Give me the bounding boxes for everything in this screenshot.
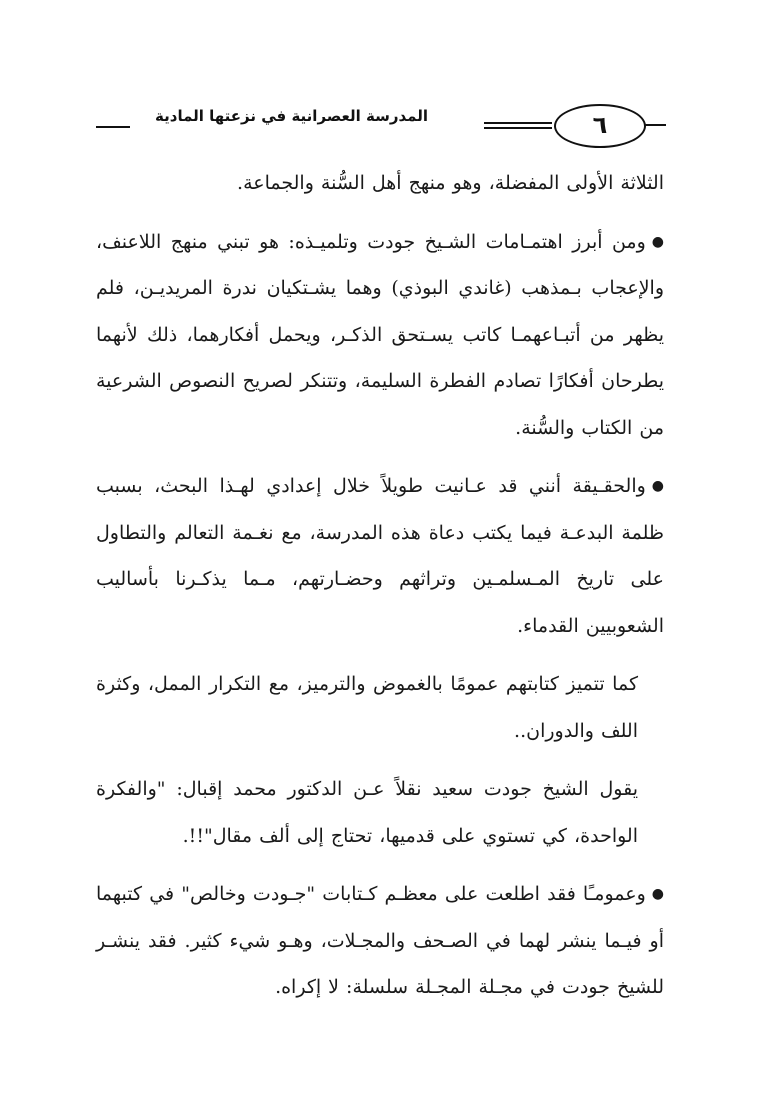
bullet-icon: ● bbox=[651, 478, 664, 494]
header-rule-upper bbox=[484, 122, 552, 124]
paragraph-2 bbox=[96, 219, 664, 452]
paragraph-2-text: ومن أبرز اهتمـامات الشـيخ جودت وتلميـذه: هو تبني منهج اللاعنف، والإعجاب بـمذهب (غاندي البوذي) وهما يشـتكيان ندرة المريديـن، فلم يظهر من أتبـاعهمـا كاتب يسـتحق الذكـر، ويحمل أفكارهما، ذلك لأنهما يطرحان أفكارًا تصادم الفطرة السليمة، وتتنكر لصريح النصوص الشرعية من الكتاب والسُّنة. bbox=[96, 230, 664, 439]
header-rule-lower bbox=[484, 127, 552, 129]
paragraph-6-text: وعمومـًا فقد اطلعت على معظـم كـتابات "جـودت وخالص" في كتبهما أو فيـما ينشر لهما في الصـحف والمجـلات، وهـو شيء كثير. فقد ينشـر للشيخ جودت في مجـلة المجـلة سلسلة: لا إكراه. bbox=[96, 883, 664, 998]
body-text bbox=[96, 160, 664, 1011]
bullet-icon: ● bbox=[651, 886, 664, 902]
page-number: ٦ bbox=[592, 111, 608, 139]
paragraph-6 bbox=[96, 871, 664, 1011]
paragraph-3 bbox=[96, 463, 664, 649]
bullet-icon: ● bbox=[651, 233, 664, 250]
paragraph-1 bbox=[96, 160, 664, 207]
paragraph-5-text: يقول الشيخ جودت سعيد نقلاً عـن الدكتور محمد إقبال: "والفكرة الواحدة، كي تستوي على قدميها، تحتاج إلى ألف مقال"!!. bbox=[96, 778, 638, 847]
header-tail-rule bbox=[644, 124, 666, 126]
paragraph-1-text: الثلاثة الأولى المفضلة، وهو منهج أهل السُّنة والجماعة. bbox=[237, 172, 664, 194]
paragraph-5 bbox=[96, 766, 664, 859]
paragraph-4 bbox=[96, 661, 664, 754]
running-header bbox=[96, 96, 664, 152]
header-left-rule bbox=[96, 126, 130, 128]
running-title: المدرسة العصرانية في نزعتها المادية bbox=[155, 107, 428, 125]
paragraph-4-text: كما تتميز كتابتهم عمومًا بالغموض والترميز، مع التكرار الممل، وكثرة اللف والدوران.. bbox=[96, 673, 638, 742]
paragraph-3-text: والحقـيقة أنني قد عـانيت طويلاً خلال إعدادي لهـذا البحث، بسبب ظلمة البدعـة فيما يكتب دعاة هذه المدرسة، مع نغـمة التعالم والتطاول على تاريخ المـسلمـين وتراثهم وحضـارتهم، مـما يذكـرنا بأساليب الشعوبيين القدماء. bbox=[96, 475, 664, 637]
